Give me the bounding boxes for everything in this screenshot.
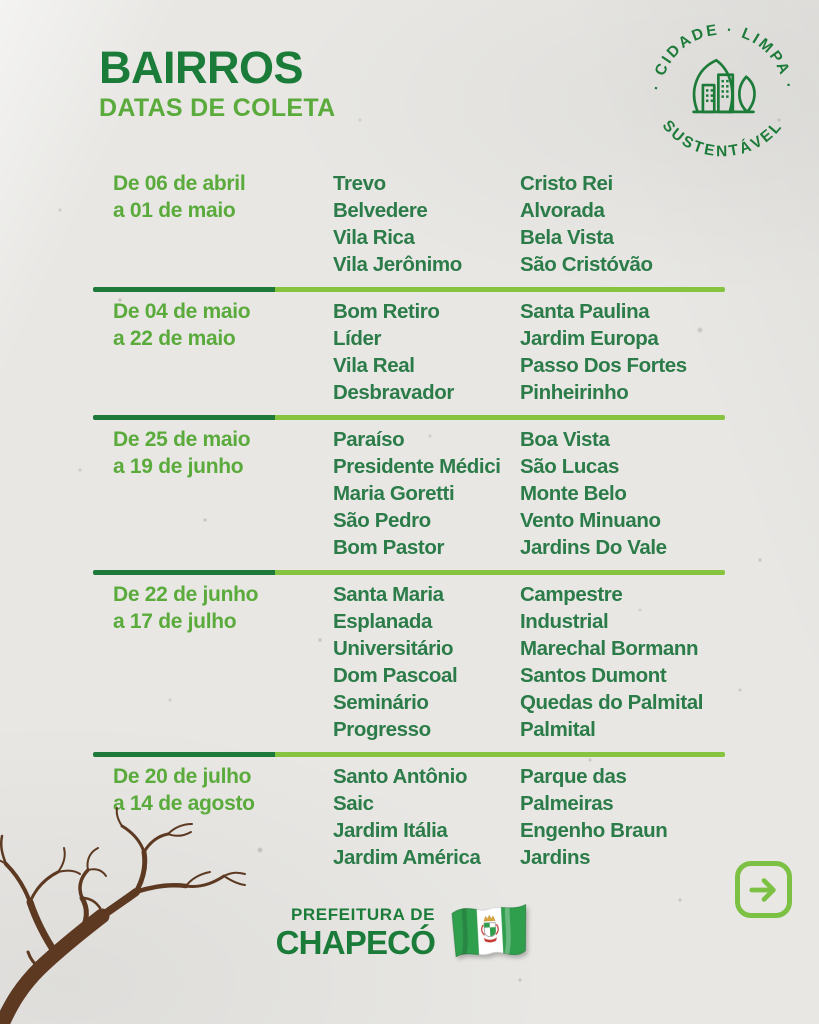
page-title: BAIRROS <box>99 42 304 93</box>
bairros-column-2 <box>520 426 725 561</box>
badge-svg <box>640 17 805 182</box>
bairro-item: Desbravador <box>333 381 454 404</box>
bairro-item: Maria Goretti <box>333 482 455 505</box>
bairro-item: Engenho Braun <box>520 819 668 842</box>
org-name-line2: CHAPECÓ <box>275 923 436 961</box>
bairro-item: Vento Minuano <box>520 509 661 532</box>
date-line: a 01 de maio <box>113 199 236 222</box>
schedule-section <box>93 292 725 415</box>
bairro-item: Esplanada <box>333 610 432 633</box>
date-line: a 22 de maio <box>113 327 236 350</box>
section-date-range <box>93 581 333 743</box>
bairro-item: Líder <box>333 327 382 350</box>
bairro-item: Marechal Bormann <box>520 637 699 660</box>
org-name <box>276 905 435 960</box>
bairros-column-1 <box>333 170 520 278</box>
bairro-item: Jardim Europa <box>520 327 659 350</box>
bairros-column-2 <box>520 763 725 871</box>
chapeco-flag-icon <box>445 896 535 970</box>
bairro-item: Trevo <box>333 172 386 195</box>
bairros-column-2 <box>520 298 725 406</box>
bairro-item: Santa Maria <box>333 583 444 606</box>
section-date-range <box>93 763 333 871</box>
date-line: De 25 de maio <box>113 428 251 451</box>
bairro-item: São Cristóvão <box>520 253 653 276</box>
bairro-item: Parque das Palmeiras <box>520 765 627 815</box>
schedule-section <box>93 575 725 752</box>
badge-arc-bottom-label: SUSTENTÁVEL <box>658 117 787 161</box>
bairros-column-1 <box>333 426 520 561</box>
section-date-range <box>93 170 333 278</box>
bairro-item: Universitário <box>333 637 454 660</box>
date-line: De 20 de julho <box>113 765 252 788</box>
bairro-item: Monte Belo <box>520 482 627 505</box>
bairro-item: Seminário <box>333 691 429 714</box>
bairro-item: Boa Vista <box>520 428 610 451</box>
bairro-item: Palmital <box>520 718 596 741</box>
bairro-item: Vila Real <box>333 354 415 377</box>
date-line: De 06 de abril <box>113 172 246 195</box>
bairro-item: Jardim América <box>333 846 481 869</box>
bairro-item: Bela Vista <box>520 226 614 249</box>
bairro-item: São Pedro <box>333 509 431 532</box>
bairro-item: Paraíso <box>333 428 405 451</box>
bairro-item: Dom Pascoal <box>333 664 458 687</box>
bairro-item: Vila Jerônimo <box>333 253 462 276</box>
bairro-item: Alvorada <box>520 199 605 222</box>
date-line: De 04 de maio <box>113 300 251 323</box>
bairro-item: Bom Pastor <box>333 536 445 559</box>
bairro-item: Jardins <box>520 846 591 869</box>
bairro-item: Santa Paulina <box>520 300 650 323</box>
schedule-section <box>93 164 725 287</box>
bairro-item: Vila Rica <box>333 226 415 249</box>
next-page-button[interactable] <box>735 861 792 918</box>
date-line: a 19 de junho <box>113 455 244 478</box>
bairro-item: Santos Dumont <box>520 664 667 687</box>
bairros-column-2 <box>520 170 725 278</box>
schedule <box>93 164 725 880</box>
bairro-item: Presidente Médici <box>333 455 501 478</box>
section-date-range <box>93 426 333 561</box>
bairro-item: Bom Retiro <box>333 300 440 323</box>
date-line: a 17 de julho <box>113 610 237 633</box>
bairro-item: Quedas do Palmital <box>520 691 704 714</box>
bairro-item: Pinheirinho <box>520 381 629 404</box>
bairro-item: São Lucas <box>520 455 619 478</box>
sustainability-badge <box>640 17 805 182</box>
bairro-item: Industrial <box>520 610 609 633</box>
org-name-line1: PREFEITURA DE <box>290 905 436 925</box>
bairro-item: Jardim Itália <box>333 819 448 842</box>
bairro-item: Saic <box>333 792 374 815</box>
bairro-item: Santo Antônio <box>333 765 468 788</box>
header <box>99 44 335 123</box>
schedule-section <box>93 757 725 880</box>
bairro-item: Belvedere <box>333 199 428 222</box>
bairros-column-1 <box>333 581 520 743</box>
footer-logo <box>276 898 533 968</box>
bairro-item: Cristo Rei <box>520 172 613 195</box>
arrow-right-icon <box>748 874 780 906</box>
bairro-item: Progresso <box>333 718 431 741</box>
bairros-column-2 <box>520 581 725 743</box>
schedule-section <box>93 420 725 570</box>
page-subtitle: DATAS DE COLETA <box>99 94 336 123</box>
bairro-item: Passo Dos Fortes <box>520 354 687 377</box>
bairros-column-1 <box>333 763 520 871</box>
bairros-column-1 <box>333 298 520 406</box>
section-date-range <box>93 298 333 406</box>
bairro-item: Jardins Do Vale <box>520 536 667 559</box>
badge-arc-top-label: · CIDADE · LIMPA · <box>647 21 798 92</box>
date-line: a 14 de agosto <box>113 792 255 815</box>
date-line: De 22 de junho <box>113 583 259 606</box>
eco-city-icon <box>694 60 755 112</box>
bairro-item: Campestre <box>520 583 623 606</box>
